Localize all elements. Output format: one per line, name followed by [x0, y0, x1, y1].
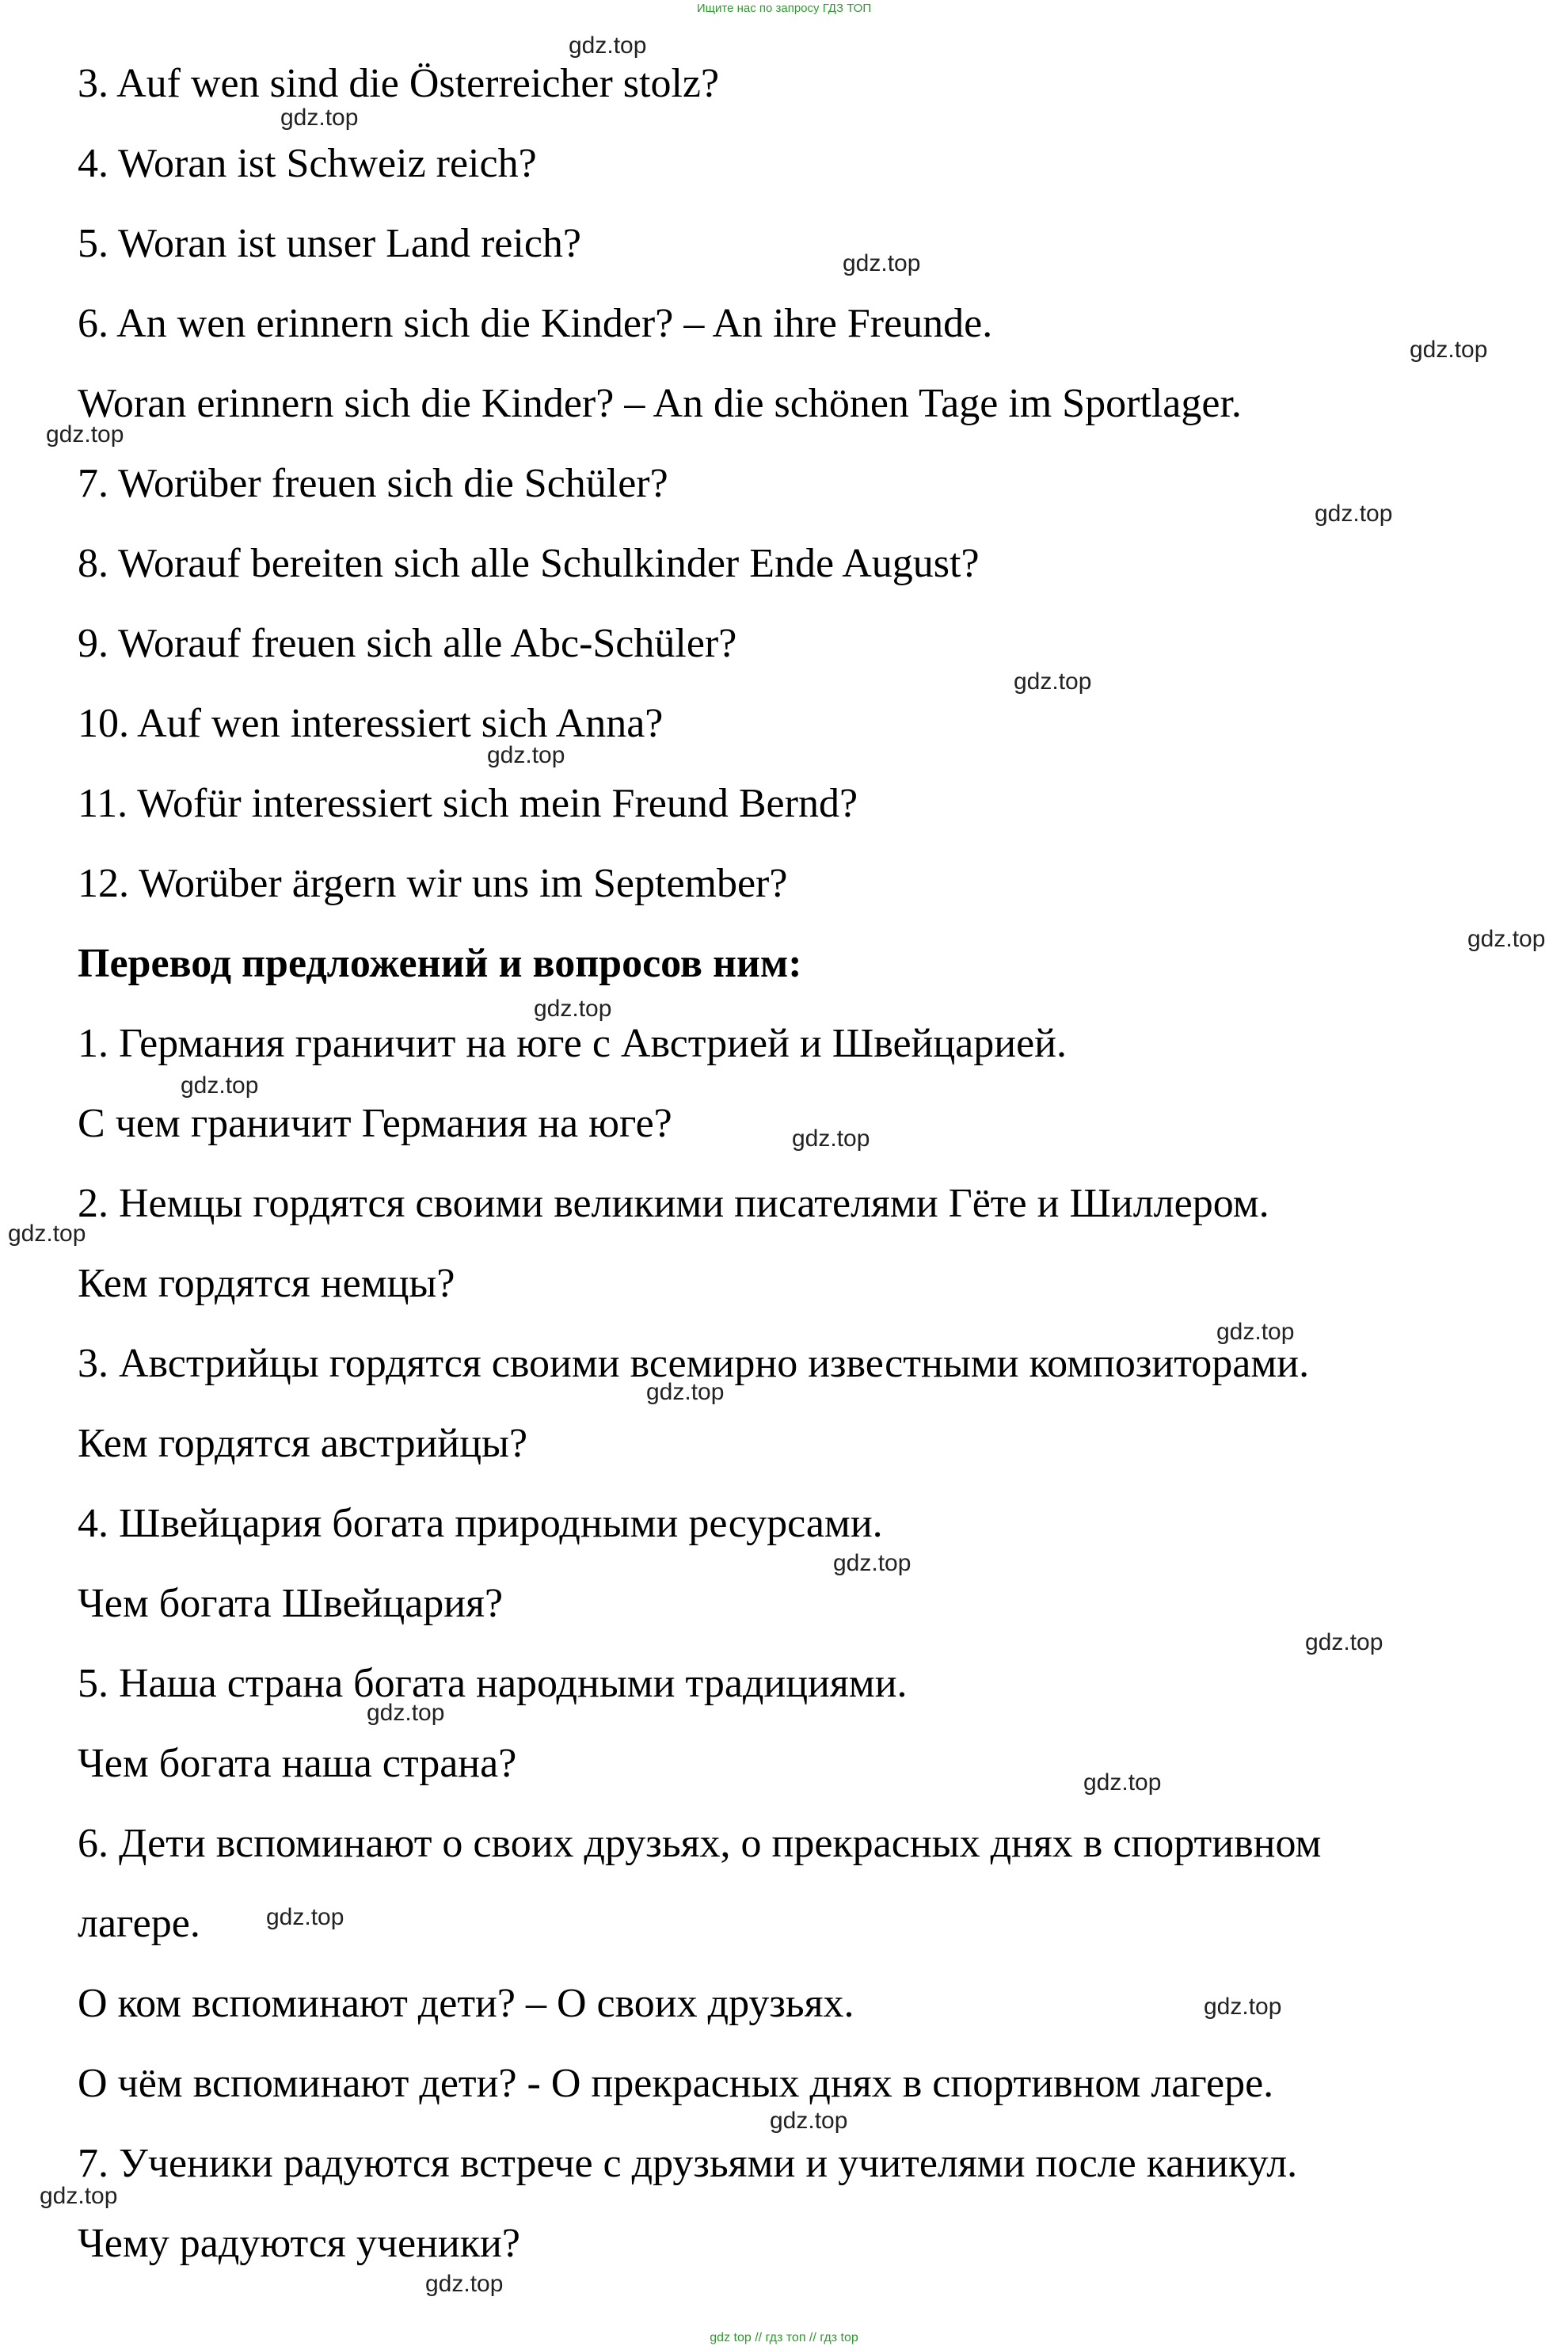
watermark: gdz.top [181, 1072, 259, 1099]
watermark: gdz.top [46, 421, 124, 448]
watermark: gdz.top [425, 2271, 504, 2297]
text-line: 2. Немцы гордятся своими великими писателями Гёте и Шиллером. [78, 1181, 1269, 1226]
text-line: 10. Auf wen interessiert sich Anna? [78, 701, 664, 746]
watermark: gdz.top [8, 1221, 86, 1247]
watermark: gdz.top [569, 32, 647, 59]
footer: gdz top // гдз топ // гдз top [710, 2331, 858, 2344]
text-line: Чему радуются ученики? [78, 2221, 520, 2266]
watermark: gdz.top [1204, 1994, 1282, 2020]
text-line: Woran erinnern sich die Kinder? – An die schönen Tage im Sportlager. [78, 381, 1242, 426]
text-line: 3. Австрийцы гордятся своими всемирно известными композиторами. [78, 1341, 1310, 1386]
watermark: gdz.top [833, 1550, 911, 1576]
text-line: Кем гордятся австрийцы? [78, 1421, 528, 1466]
text-line: 7. Worüber freuen sich die Schüler? [78, 461, 668, 506]
watermark: gdz.top [646, 1379, 725, 1405]
watermark: gdz.top [487, 742, 565, 768]
watermark: gdz.top [40, 2183, 118, 2209]
watermark: gdz.top [534, 996, 612, 1022]
watermark: gdz.top [1467, 926, 1546, 952]
text-line: 3. Auf wen sind die Österreicher stolz? [78, 61, 720, 106]
text-line: лагере. [78, 1901, 200, 1946]
text-line: 6. Дети вспоминают о своих друзьях, о прекрасных днях в спортивном [78, 1821, 1322, 1866]
watermark: gdz.top [1315, 501, 1393, 527]
watermark: gdz.top [1083, 1769, 1162, 1796]
top-banner: Ищите нас по запросу ГДЗ ТОП [696, 2, 872, 15]
watermark: gdz.top [367, 1700, 445, 1726]
text-line: 4. Woran ist Schweiz reich? [78, 141, 537, 186]
text-line: О чём вспоминают дети? - О прекрасных днях в спортивном лагере. [78, 2061, 1274, 2106]
text-line: 11. Wofür interessiert sich mein Freund Bernd? [78, 781, 858, 826]
text-line: 7. Ученики радуются встрече с друзьями и учителями после каникул. [78, 2141, 1298, 2186]
text-line: 1. Германия граничит на юге с Австрией и Швейцарией. [78, 1021, 1067, 1066]
text-line: 12. Worüber ärgern wir uns im September? [78, 861, 788, 906]
text-line: 5. Woran ist unser Land reich? [78, 221, 581, 266]
watermark: gdz.top [1305, 1629, 1383, 1655]
text-line: 6. An wen erinnern sich die Kinder? – An ihre Freunde. [78, 301, 993, 346]
text-line: Чем богата наша страна? [78, 1741, 517, 1786]
watermark: gdz.top [1216, 1319, 1295, 1345]
text-line: 8. Worauf bereiten sich alle Schulkinder Ende August? [78, 541, 980, 586]
text-line: Кем гордятся немцы? [78, 1261, 455, 1306]
text-line: Чем богата Швейцария? [78, 1581, 504, 1626]
watermark: gdz.top [1014, 668, 1092, 695]
watermark: gdz.top [266, 1904, 344, 1930]
text-line: 5. Наша страна богата народными традициями. [78, 1661, 908, 1706]
text-line: С чем граничит Германия на юге? [78, 1101, 672, 1146]
text-line: О ком вспоминают дети? – О своих друзьях. [78, 1981, 854, 2026]
watermark: gdz.top [280, 105, 359, 131]
watermark: gdz.top [1410, 337, 1488, 363]
watermark: gdz.top [843, 250, 921, 276]
watermark: gdz.top [792, 1125, 870, 1152]
text-line: 4. Швейцария богата природными ресурсами. [78, 1501, 883, 1546]
watermark: gdz.top [770, 2108, 848, 2134]
section-heading: Перевод предложений и вопросов ним: [78, 941, 802, 986]
text-line: 9. Worauf freuen sich alle Abc-Schüler? [78, 621, 737, 666]
